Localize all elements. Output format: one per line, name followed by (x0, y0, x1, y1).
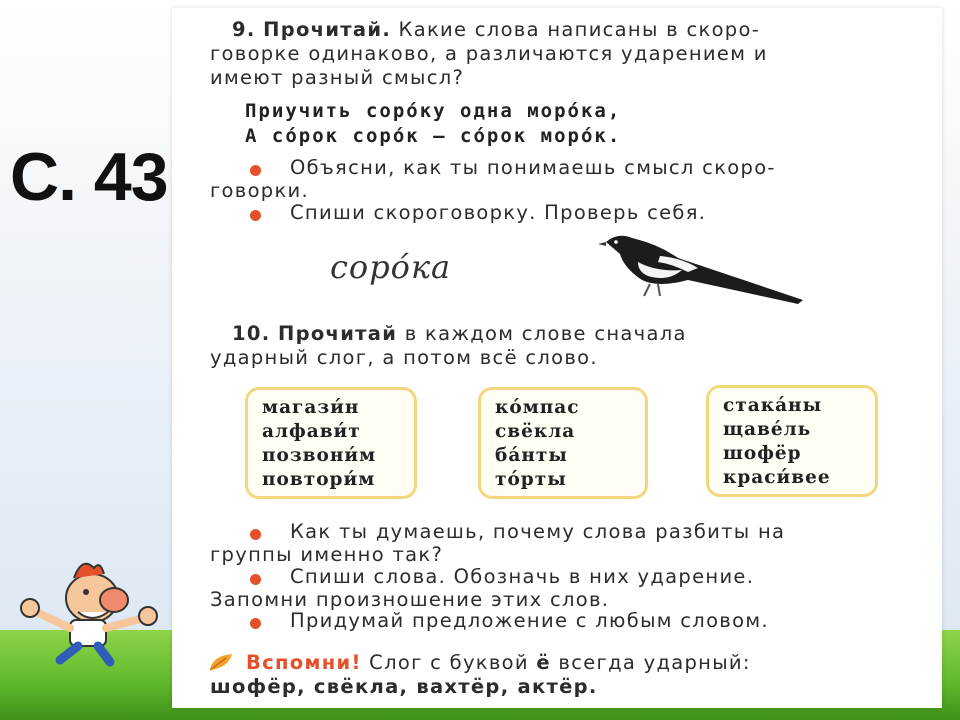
word-item: ко́мпас (495, 397, 580, 418)
task10-verb: Прочитай (277, 322, 398, 345)
task10-bullet1-line1: Как ты думаешь, почему слова разбиты на (290, 520, 786, 543)
word-item: краси́вее (723, 467, 831, 488)
remember-text: Слог с буквой (369, 651, 529, 674)
task10-line1 (232, 322, 687, 345)
word-item: свёкла (495, 421, 576, 442)
bullet-icon (250, 529, 261, 540)
task10-bullet3: Придумай предложение с любым словом. (290, 609, 769, 632)
magpie-bird-illustration (598, 228, 808, 308)
word-item: ба́нты (495, 445, 568, 466)
cartoon-character-illustration (12, 560, 162, 670)
task10-line1-text: в каждом слове сначала (404, 322, 687, 345)
task10-number: 10. (232, 322, 271, 345)
bullet-icon (250, 618, 261, 629)
word-item: магази́н (262, 397, 360, 418)
word-item: стака́ны (723, 395, 823, 416)
task9-line1-text: Какие слова написаны в скоро- (398, 18, 761, 41)
remember-label: Вспомни! (246, 651, 362, 674)
word-item: алфави́т (262, 421, 361, 442)
tongue-twister-line1: Приучить соро́ку одна моро́ка, (245, 100, 622, 122)
task9-line2: говорке одинаково, а различаются ударением и (210, 42, 768, 65)
remember-examples: шофёр, свёкла, вахтёр, актёр. (210, 675, 598, 698)
page-number-label: С. 43 (10, 139, 168, 215)
word-item: повтори́м (262, 469, 376, 490)
bullet-icon (250, 574, 261, 585)
word-item: позвони́м (262, 445, 377, 466)
word-group-box-3 (706, 385, 878, 497)
word-item: щаве́ль (723, 419, 812, 440)
word-item: то́рты (495, 469, 567, 490)
task9-bullet1-line1: Объясни, как ты понимаешь смысл скоро- (290, 156, 776, 179)
task9-line1 (232, 18, 760, 41)
remember-text-end: всегда ударный: (558, 651, 751, 674)
task10-bullet1-line2: группы именно так? (210, 543, 444, 566)
task10-bullet2-line2: Запомни произношение этих слов. (210, 588, 610, 611)
remember-line1 (246, 651, 751, 674)
word-group-box-2 (478, 387, 648, 499)
task10-line2: ударный слог, а потом всё слово. (210, 346, 598, 369)
bullet-icon (250, 210, 261, 221)
word-group-box-1 (245, 387, 417, 499)
task10-bullet2-line1: Спиши слова. Обозначь в них ударение. (290, 565, 755, 588)
word-item: шофёр (723, 443, 802, 464)
tongue-twister-line2: А со́рок соро́к — со́рок моро́к. (245, 125, 622, 147)
handwriting-sample: соро́ка (330, 248, 452, 286)
bullet-icon (250, 165, 261, 176)
task9-line3: имеют разный смысл? (210, 66, 465, 89)
task9-number: 9. (232, 18, 256, 41)
remember-letter: ё (536, 651, 551, 674)
task9-verb: Прочитай. (263, 18, 392, 41)
task9-bullet1-line2: говорки. (210, 179, 310, 202)
task9-bullet2: Спиши скороговорку. Проверь себя. (290, 201, 707, 224)
leaf-icon (208, 652, 234, 672)
